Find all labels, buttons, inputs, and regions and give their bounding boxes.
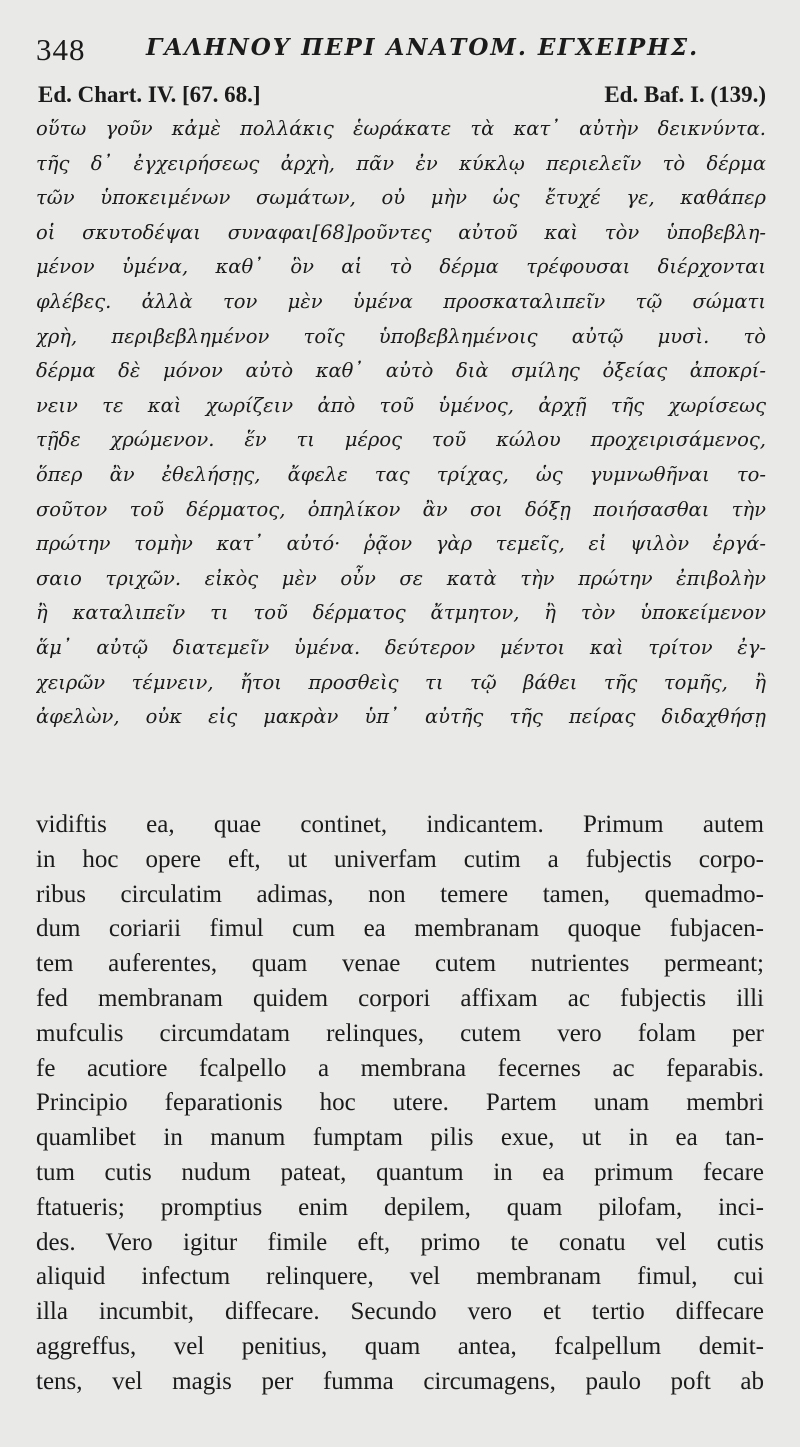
latin-text-line: ftatueris; promptius enim depilem, quam pilofam, inci- [36, 1193, 764, 1221]
greek-text-line: νειν τε καὶ χωρίζειν ἀπὸ τοῦ ὑμένος, ἀρχῇ τῆς χωρίσεως [36, 393, 766, 417]
page-header [36, 28, 766, 68]
greek-text-line: ὅπερ ἂν ἐθελήσῃς, ἄφελε τας τρίχας, ὡς γυμνωθῆναι το- [36, 462, 766, 486]
latin-text-line: Principio feparationis hoc utere. Partem unam membri [36, 1089, 764, 1117]
latin-text-line: tem auferentes, quam venae cutem nutrientes permeant; [36, 950, 764, 978]
edition-reference-right: Ed. Baf. I. (139.) [604, 82, 766, 107]
latin-text-line: quamlibet in manum fumptam pilis exue, ut in ea tan- [36, 1124, 764, 1152]
greek-text-line: δέρμα δὲ μόνον αὐτὸ καθ᾽ αὐτὸ διὰ σμίλης ὀξείας ἀποκρί- [36, 359, 766, 383]
latin-text-line: tens, vel magis per fumma circumagens, paulo poft ab [36, 1367, 764, 1395]
latin-text-line: dum coriarii fimul cum ea membranam quoque fubjacen- [36, 915, 764, 943]
latin-text-line: tum cutis nudum pateat, quantum in ea primum fecare [36, 1158, 764, 1186]
latin-text-line: fed membranam quidem corpori affixam ac fubjectis illi [36, 984, 764, 1012]
greek-text-line: ἢ καταλιπεῖν τι τοῦ δέρματος ἄτμητον, ἢ τὸν ὑποκείμενον [36, 601, 766, 625]
latin-text-line: aliquid infectum relinquere, vel membranam fimul, cui [36, 1263, 764, 1291]
greek-text-line: χρὴ, περιβεβλημένον τοῖς ὑποβεβλημένοις αὐτῷ μυσὶ. τὸ [36, 324, 766, 348]
latin-text-line: aggreffus, vel penitius, quam antea, fcalpellum demit- [36, 1332, 764, 1360]
greek-text-line: φλέβες. ἀλλὰ τον μὲν ὑμένα προσκαταλιπεῖν τῷ σώματι [36, 289, 766, 313]
greek-text-line: τῆς δ᾽ ἐγχειρήσεως ἀρχὴ, πᾶν ἐν κύκλῳ περιελεῖν τὸ δέρμα [36, 151, 766, 175]
latin-text-line: in hoc opere eft, ut univerfam cutim a fubjectis corpo- [36, 845, 764, 873]
edition-reference-line [38, 82, 766, 112]
latin-text-line: vidiftis ea, quae continet, indicantem. Primum autem [36, 811, 764, 838]
page-number: 348 [36, 32, 86, 67]
latin-text-line: fe acutiore fcalpello a membrana fecernes ac feparabis. [36, 1054, 764, 1082]
edition-reference-left: Ed. Chart. IV. [67. 68.] [38, 82, 261, 107]
greek-text-line: σοῦτον τοῦ δέρματος, ὁπηλίκον ἂν σοι δόξῃ ποιήσασθαι τὴν [36, 497, 766, 521]
running-title: ΓΑΛΗΝΟΥ ΠΕΡΙ ΑΝΑΤΟΜ. ΕΓΧΕΙΡΗΣ. [146, 34, 700, 61]
latin-text-line: ribus circulatim adimas, non temere tamen, quemadmo- [36, 880, 764, 908]
latin-text-line: illa incumbit, diffecare. Secundo vero et tertio diffecare [36, 1298, 764, 1326]
greek-text-line: οἱ σκυτοδέψαι συναφαι[68]ροῦντες αὐτοῦ καὶ τὸν ὑποβεβλη- [36, 220, 766, 244]
greek-text-block [36, 112, 766, 735]
greek-text-line: τῇδε χρώμενον. ἕν τι μέρος τοῦ κώλου προχειρισάμενος, [36, 428, 766, 452]
greek-text-line: πρώτην τομὴν κατ᾽ αὐτό· ῥᾷον γὰρ τεμεῖς, εἰ ψιλὸν ἐργά- [36, 532, 766, 556]
greek-text-line: τῶν ὑποκειμένων σωμάτων, οὐ μὴν ὡς ἔτυχέ γε, καθάπερ [36, 186, 766, 210]
latin-text-line: mufculis circumdatam relinques, cutem vero folam per [36, 1019, 764, 1047]
greek-text-line: ἀφελὼν, οὐκ εἰς μακρὰν ὑπ᾽ αὐτῆς τῆς πείρας διδαχθήσῃ [36, 705, 766, 729]
greek-text-line: οὕτω γοῦν κἀμὲ πολλάκις ἑωράκατε τὰ κατ᾽ αὐτὴν δεικνύντα. [36, 117, 766, 140]
greek-text-line: χειρῶν τέμνειν, ἤτοι προσθεὶς τι τῷ βάθει τῆς τομῆς, ἢ [36, 670, 766, 694]
latin-text-line: des. Vero igitur fimile eft, primo te conatu vel cutis [36, 1228, 764, 1256]
latin-text-block [36, 808, 764, 1400]
greek-text-line: σαιο τριχῶν. εἰκὸς μὲν οὖν σε κατὰ τὴν πρώτην ἐπιβολὴν [36, 566, 766, 590]
greek-text-line: ἅμ᾽ αὐτῷ διατεμεῖν ὑμένα. δεύτερον μέντοι καὶ τρίτον ἐγ- [36, 635, 766, 659]
greek-text-line: μένον ὑμένα, καθ᾽ ὃν αἱ τὸ δέρμα τρέφουσαι διέρχονται [36, 255, 766, 279]
